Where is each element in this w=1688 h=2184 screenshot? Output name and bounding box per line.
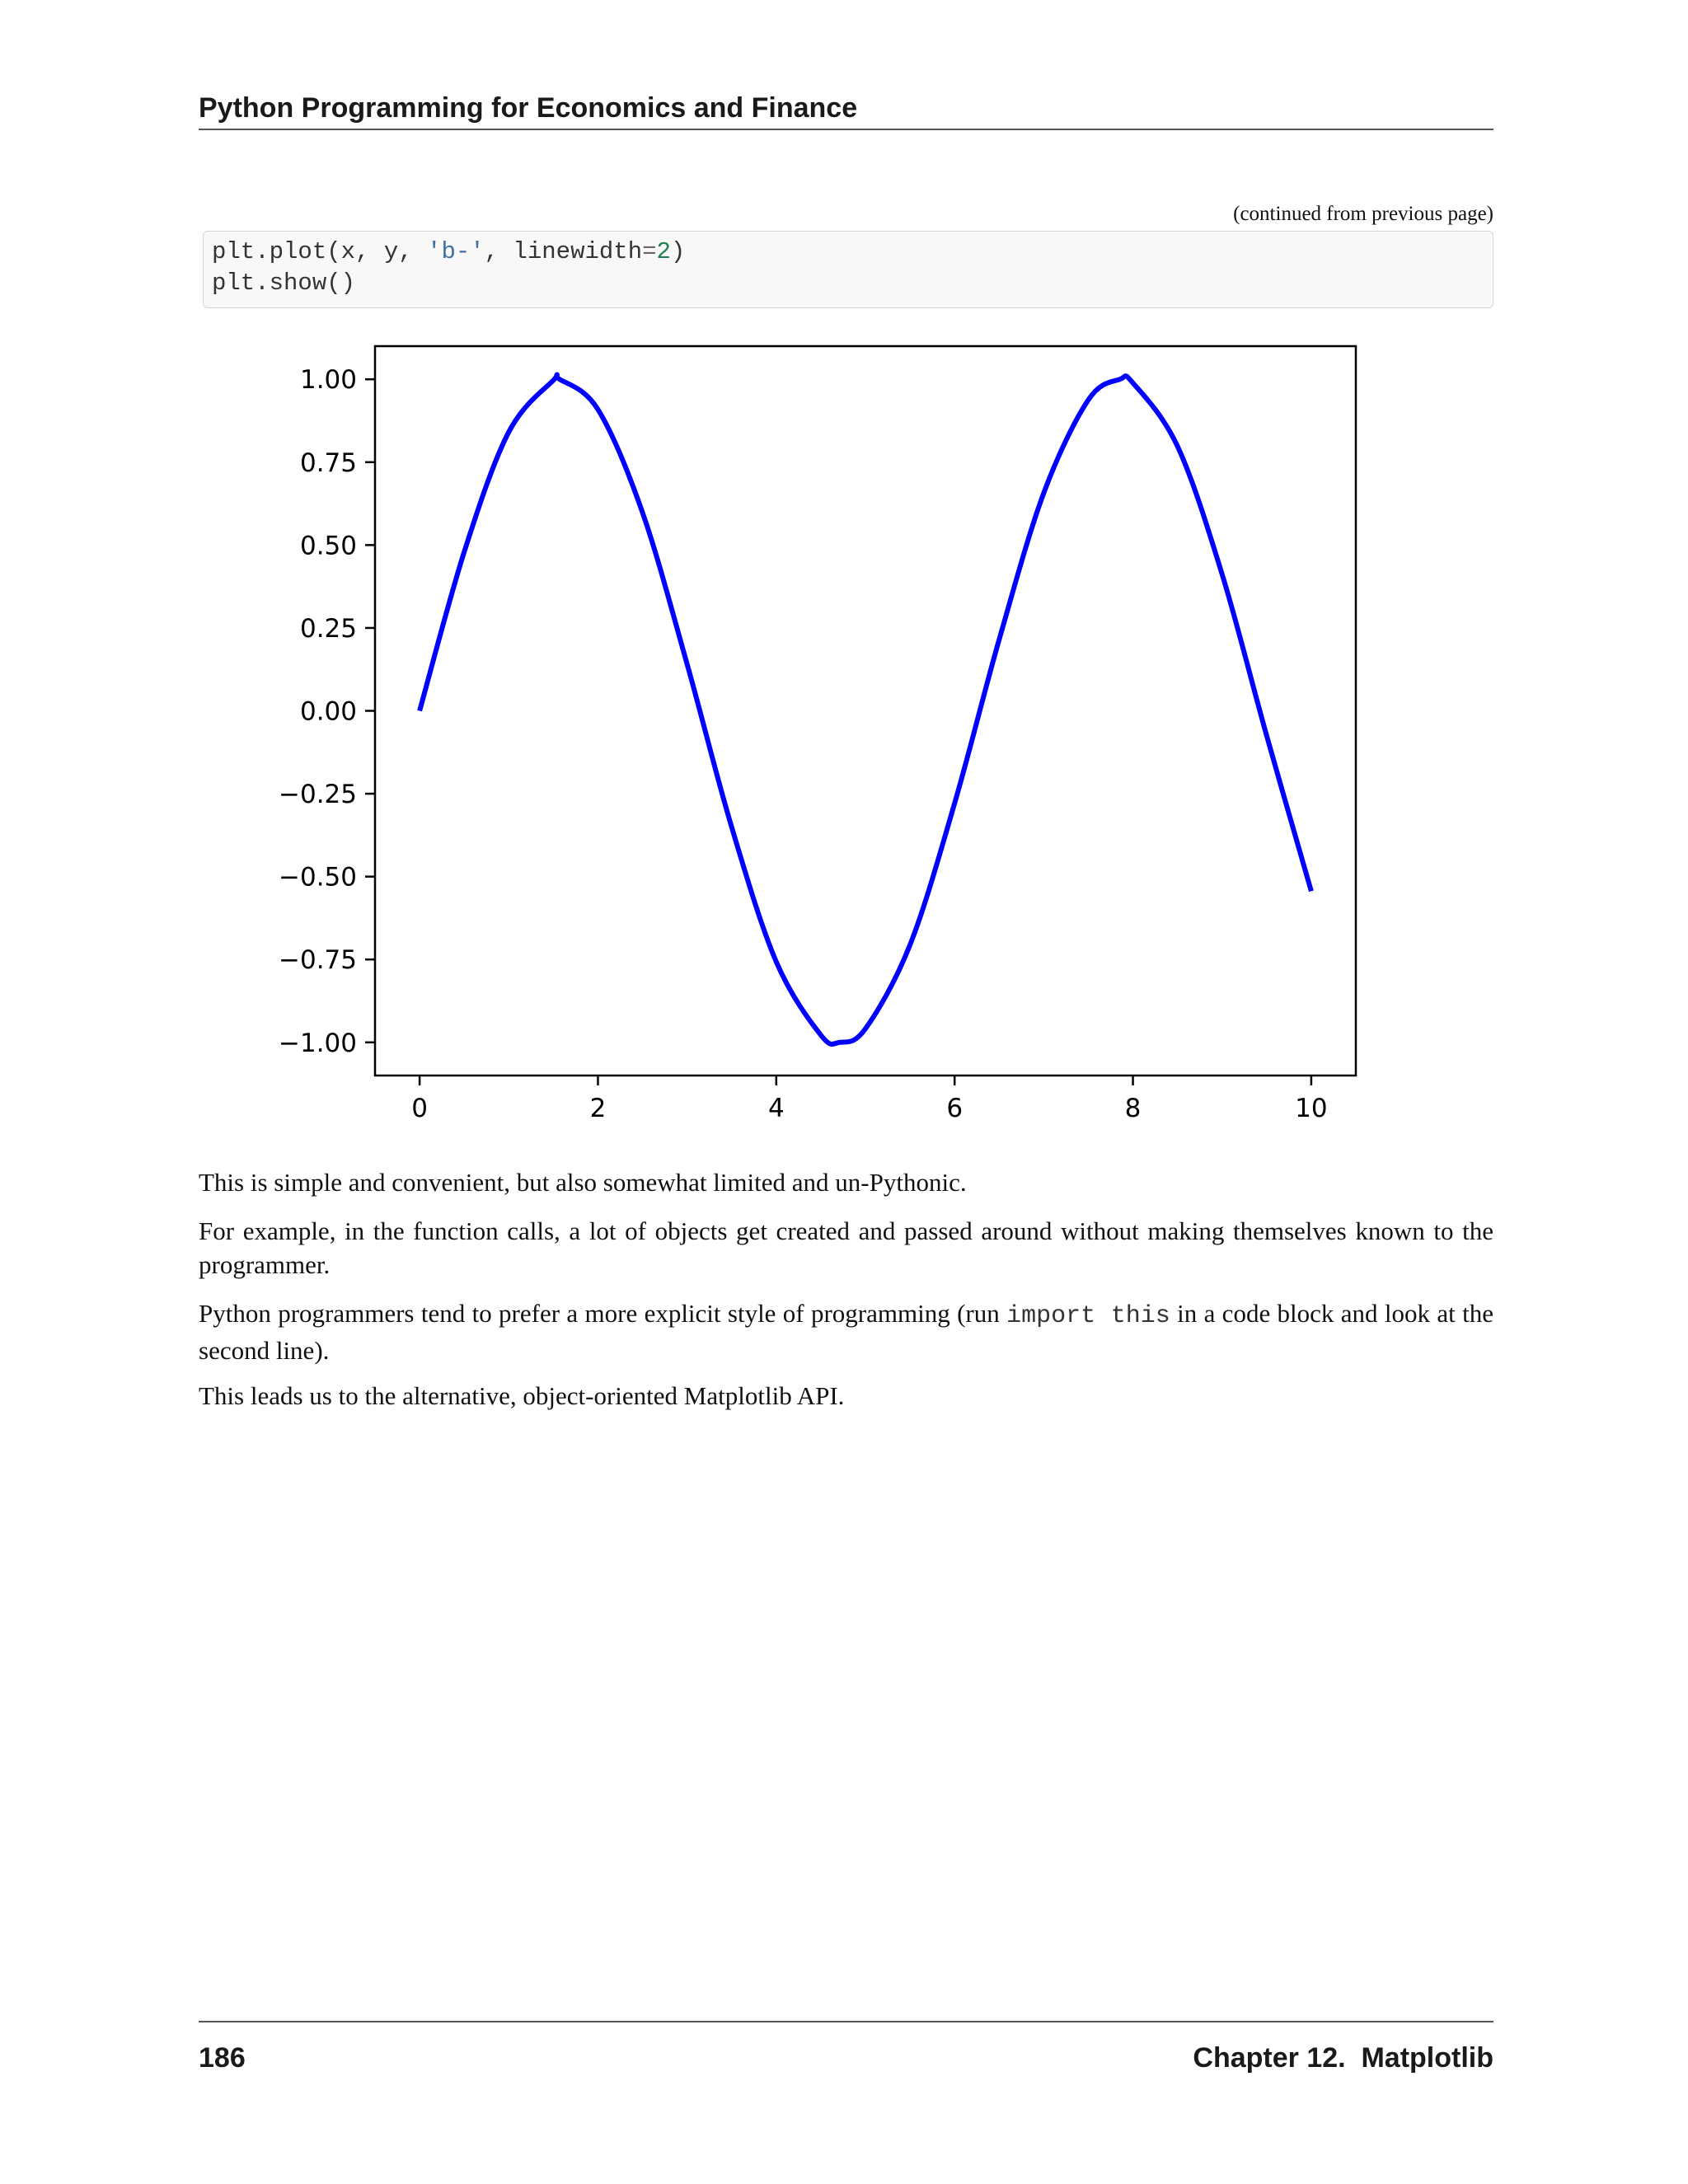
page-number: 186 bbox=[199, 2042, 246, 2074]
x-tick-label: 10 bbox=[1295, 1094, 1328, 1123]
code-block bbox=[203, 231, 1493, 308]
series-layer bbox=[420, 375, 1311, 1044]
chapter-label: Chapter 12. Matplotlib bbox=[1193, 2042, 1493, 2074]
y-tick-label: 1.00 bbox=[299, 365, 357, 396]
code-text: , linewidth bbox=[484, 238, 643, 265]
inline-code: import this bbox=[1006, 1302, 1170, 1330]
y-tick-label: 0.50 bbox=[299, 531, 357, 561]
running-header-title: Python Programming for Economics and Finance bbox=[199, 92, 858, 124]
header-rule bbox=[199, 129, 1493, 130]
paragraph-3-text: Python programmers tend to prefer a more explicit style of programming (run bbox=[199, 1299, 1007, 1328]
x-tick-label: 4 bbox=[767, 1094, 785, 1123]
paragraph-3-text: in a code block and look at the second line). bbox=[199, 1299, 1493, 1365]
paragraph-1: This is simple and convenient, but also somewhat limited and un-Pythonic. bbox=[199, 1168, 967, 1197]
code-string-literal: 'b-' bbox=[427, 238, 485, 265]
y-axis bbox=[279, 365, 375, 1058]
plot-area-frame bbox=[375, 346, 1356, 1076]
paragraph-3 bbox=[199, 1296, 1493, 1367]
x-tick-label: 0 bbox=[411, 1094, 428, 1123]
code-line-1 bbox=[212, 238, 685, 265]
y-tick-label: −1.00 bbox=[279, 1028, 357, 1058]
y-tick-label: −0.75 bbox=[279, 945, 357, 976]
code-line-2: plt.show() bbox=[212, 269, 356, 297]
x-tick-label: 2 bbox=[589, 1094, 607, 1123]
y-tick-label: 0.00 bbox=[299, 696, 357, 727]
sine-series-line bbox=[420, 375, 1311, 1044]
x-tick-label: 6 bbox=[946, 1094, 964, 1123]
paragraph-2: For example, in the function calls, a lot of objects get created and passed around without making themselves known to the programmer. bbox=[199, 1216, 1493, 1279]
y-tick-label: 0.75 bbox=[299, 448, 357, 478]
y-tick-label: −0.50 bbox=[279, 862, 357, 893]
code-number-literal: 2 bbox=[656, 238, 671, 265]
x-tick-label: 8 bbox=[1124, 1094, 1142, 1123]
code-text: ) bbox=[670, 238, 686, 265]
paragraph-4: This leads us to the alternative, object-oriented Matplotlib API. bbox=[199, 1381, 845, 1410]
footer-rule bbox=[199, 2021, 1493, 2022]
sine-line-chart bbox=[264, 330, 1368, 1154]
y-tick-label: −0.25 bbox=[279, 780, 357, 810]
code-text: plt.plot(x, y, bbox=[212, 238, 428, 265]
code-operator: = bbox=[642, 238, 657, 265]
continued-note: (continued from previous page) bbox=[1233, 203, 1493, 225]
x-axis bbox=[411, 1076, 1327, 1123]
y-tick-label: 0.25 bbox=[299, 613, 357, 644]
